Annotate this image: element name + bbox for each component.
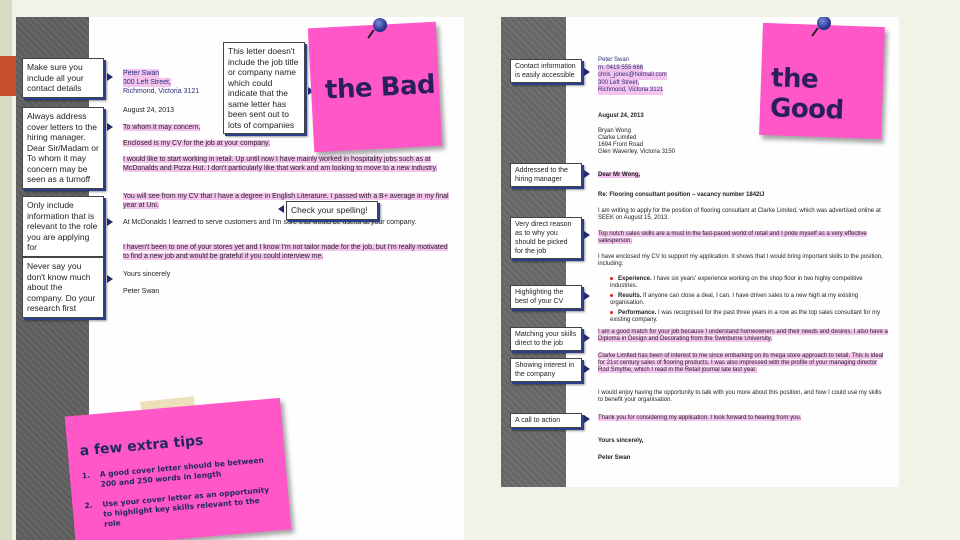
good-sender-mobile: m. 0419 555 666	[598, 64, 644, 71]
callout-arrow	[584, 170, 590, 178]
good-para7: Thank you for considering my application. I look forward to hearing from you.	[598, 415, 802, 421]
bad-para3: At McDonalds I learned to serve customers and I'm sure that would be useful at your company.	[123, 219, 417, 226]
bad-sender-name: Peter Swan	[123, 70, 160, 77]
callout-arrow	[107, 218, 113, 226]
extra-tips-sticky	[65, 398, 292, 540]
bad-callout-job-title: This letter doesn't include the job title or company name which could indicate that the same letter has been sent out to lots of companies	[223, 42, 305, 134]
good-callout-matching: Matching your skills direct to the job	[510, 327, 582, 351]
callout-arrow	[584, 292, 590, 300]
tips-title: a few extra tips	[79, 432, 204, 460]
good-salutation: Dear Mr Wong,	[598, 172, 641, 178]
good-sender-city: Richmond, Victoria 3121	[598, 87, 664, 93]
good-callout-call: A call to action	[510, 413, 582, 428]
good-para5: Clarke Limited has been of interest to me since embarking on its mega store approach to retail. This is ideal for 21st century sales of flooring products. I was also impressed with the profile of your managing director Rod Smythe, which I read in the Retail journal late last year.	[598, 353, 884, 373]
good-para1: I am writing to apply for the position of flooring consultant at Clarke Limited, which was advertised online at SEEK on August 15, 2013.	[598, 208, 881, 221]
good-sender-name: Peter Swan	[598, 57, 630, 63]
slide-accent-marker	[0, 56, 16, 96]
callout-arrow	[584, 365, 590, 373]
bad-sender-city: Richmond, Victoria 3121	[123, 88, 200, 95]
callout-arrow	[584, 231, 590, 239]
callout-arrow	[107, 123, 113, 131]
good-callout-direct: Very direct reason as to why you should be picked for the job	[510, 217, 582, 259]
bad-callout-contact: Make sure you include all your contact details	[22, 58, 104, 98]
good-sender-street: 300 Left Street,	[598, 79, 640, 86]
bad-signature: Peter Swan	[123, 288, 160, 295]
good-recipient-city: Glen Waverley, Victoria 3150	[598, 149, 675, 155]
bad-sender-street: 300 Left Street,	[123, 79, 171, 86]
bad-callout-spelling: Check your spelling!	[286, 201, 378, 220]
bad-para1: I would like to start working in retail. Up until now I have mainly worked in hospitality jobs such as at McDonalds and Pizza Hut. I don't particularly like that work and am looking to move to a new industry.	[123, 156, 438, 172]
good-callout-contact: Contact information is easily accessible	[510, 59, 582, 83]
good-bullet-item: Performance. I was recognised for the past three years in a row as the top sales consultant for my existing company.	[610, 310, 881, 323]
good-bullet-item: Experience. I have six years' experience working on the shop floor in two highly competitive industries.	[610, 276, 863, 289]
bad-sticky-note	[308, 22, 442, 153]
good-recipient-street: 1694 Front Road	[598, 142, 644, 148]
callout-arrow	[107, 275, 113, 283]
bullet-icon	[610, 277, 613, 280]
callout-arrow	[584, 415, 590, 423]
good-recipient-block	[598, 128, 675, 156]
good-para6: I would enjoy having the opportunity to talk with you more about this position, and how I could use my skills to benefit your organisation.	[598, 390, 882, 403]
good-sticky-note	[759, 23, 885, 139]
bad-enclosed: Enclosed is my CV for the job at your company.	[123, 140, 270, 147]
good-sender-email: chris_jones@hotmail.com	[598, 72, 667, 78]
good-bullet-item: Results. If anyone can close a deal, I can. I have driven sales to a new high at my existing organisation.	[610, 293, 859, 306]
good-recipient-company: Clarke Limited	[598, 135, 637, 141]
bad-callout-relevant: Only include information that is relevant to the role you are applying for	[22, 196, 104, 257]
good-para3: I have enclosed my CV to support my application. It shows that I would bring important skills to the position, including:	[598, 254, 883, 267]
good-date: August 24, 2013	[598, 113, 644, 119]
good-para4: I am a good match for your job because I understand homeowners and their needs and desires. I also have a Diploma in Design and Decorating from the Swinburne University.	[598, 329, 888, 342]
bad-salutation: To whom it may concern,	[123, 124, 201, 131]
bad-para2: You will see from my CV that I have a degree in English Literature. I passed with a B+ average in my final year at Uni.	[123, 193, 449, 209]
bullet-icon	[610, 294, 613, 297]
good-bullet-list	[610, 276, 886, 324]
tips-item: 1. A good cover letter should be between 200 and 250 words in length	[81, 455, 265, 489]
good-subject: Re: Flooring consultant position – vacancy number 1842IJ	[598, 192, 765, 198]
callout-arrow	[584, 334, 590, 342]
bad-callout-research: Never say you don't know much about the company. Do your research first	[22, 257, 104, 318]
good-letter-panel	[501, 17, 899, 487]
good-callout-interest: Showing interest in the company	[510, 358, 582, 382]
tips-item: 2. Use your cover letter as an opportunity to highlight key skills relevant to the role	[84, 485, 270, 529]
good-recipient-name: Bryan Wong	[598, 128, 631, 134]
bad-para4: I haven't been to one of your stores yet and I know I'm not tailor made for the job, but I'm really motivated to find a new job and would be grateful if you could interview me.	[123, 244, 448, 260]
good-callout-addressed: Addressed to the hiring manager	[510, 163, 582, 187]
bad-sticky-title: the Bad	[324, 69, 436, 106]
good-signature: Peter Swan	[598, 455, 631, 461]
callout-arrow	[278, 205, 284, 213]
bad-date: August 24, 2013	[123, 107, 174, 114]
good-para2: Top notch sales skills are a must in the fast-paced world of retail and I pride myself as a very effective salesperson.	[598, 231, 867, 244]
good-callout-highlight: Highlighting the best of your CV	[510, 285, 582, 309]
good-sticky-title: the Good	[769, 63, 845, 126]
good-sender-block	[598, 57, 667, 95]
bad-letter-panel	[16, 17, 464, 540]
bad-closing: Yours sincerely	[123, 271, 171, 278]
bad-callout-address: Always address cover letters to the hiring manager. Dear Sir/Madam or To whom it may concern may be seen as a turnoff	[22, 107, 104, 189]
good-closing: Yours sincerely,	[598, 438, 644, 444]
bullet-icon	[610, 311, 613, 314]
callout-arrow	[584, 68, 590, 76]
callout-arrow	[107, 73, 113, 81]
